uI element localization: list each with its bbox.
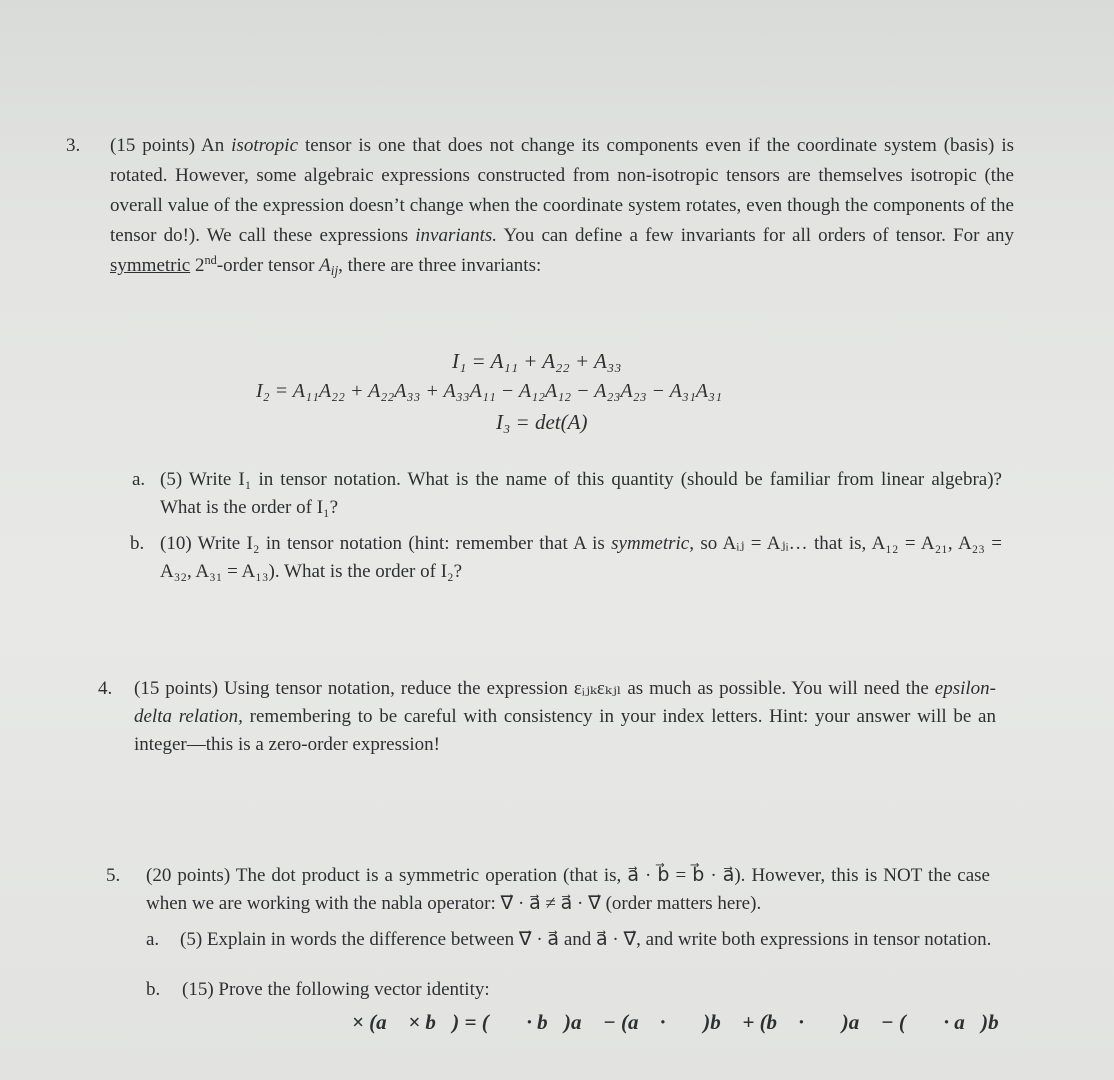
problem-3-text: (15 points) An isotropic tensor is one that does not change its components even if the coordinate system (basis) is rotated. However, some algebraic expressions constructed from non-isotropic tensors are themselves isotropic (the overall value of the expression doesn’t change when the coordinate system rotates, even though the components of the tensor do!). We call these expressions invariants. You can define a few invariants for all orders of tensor. For any symmetric 2nd-order tensor $A_{ij}$, there are three invariants: <box>110 135 1014 278</box>
problem-5-number: 5. <box>106 865 121 886</box>
isotropic-term: isotropic <box>231 135 299 156</box>
epsilon-delta-term: epsilon-delta relation, <box>134 678 996 727</box>
symmetric-term: symmetric <box>110 255 191 276</box>
equation-i1: I₁ = A₁₁ + A₂₂ + A₃₃ <box>452 349 622 373</box>
problem-3-number: 3. <box>66 135 81 156</box>
vector-identity: ∇⃗ × (a⃗ × b⃗) = (∇⃗ · b⃗)a⃗ − (a⃗ · ∇⃗)b⃗ + (b⃗ · ∇⃗)a⃗ − (∇⃗ · a⃗)b⃗ <box>314 1010 1015 1034</box>
equation-i3: I₃ = det(A) <box>496 410 588 434</box>
problem-4-number: 4. <box>98 678 113 699</box>
invariants-term: invariants. <box>415 225 498 246</box>
equation-i2: I₂ = A₁₁A₂₂ + A₂₂A₃₃ + A₃₃A₁₁ − A₁₂A₁₂ − A₂₃A₂₃ − A₃₁A₃₁ <box>256 380 722 402</box>
worksheet-page: 3. (15 points) An isotropic tensor is one that does not change its components even if the coordinate system (basis) is rotated. However, some algebraic expressions constructed from non-isotropic tensors are themselves isotropic (the overall value of the expression doesn’t change when the coordinate system rotates, even though the components of the tensor do!). We call these expressions invariants. You can define a few invariants for all orders of tensor. For any symmetric 2nd-order tensor $A_{ij}$, there are three invariants: I₁ = A₁₁ + A₂₂ + A₃₃ I₂ = A₁₁A₂₂ + A₂₂A₃₃ + A₃₃A₁₁ − A₁₂A₁₂ − A₂₃A₂₃ − A₃₁A₃₁ I₃ = det(A) a. (5) Write I₁ in tensor notation. What is the name of this quantity (should be familiar from linear algebra)? What is the order of I₁? b. (10) Write I₂ in tensor notation (hint: remember that A is symmetric, so Aᵢⱼ = Aⱼᵢ… that is, A₁₂ = A₂₁, A₂₃ = A₃₂, A₃₁ = A₁₃). What is the order of I₂? 4. (15 points) Using tensor notation, reduce the expression εᵢⱼₖεₖⱼₗ as much as possible. You will need the epsilon-delta relation, remembering to be careful with consistency in your index letters. Hint: your answer will be an integer—this is a zero-order expression! 5. (20 points) The dot product is a symmetric operation (that is, a⃗ · b⃗ = b⃗ · a⃗). However, this is NOT the case when we are working with the nabla operator: ∇⃗ · a⃗ ≠ a⃗ · ∇⃗ (order matters here). a. (5) Explain in words the difference between ∇⃗ · a⃗ and a⃗ · ∇⃗, and write both expressions in tensor notation. b. (15) Prove the following vector identity: ∇⃗ × (a⃗ × b⃗) = (∇⃗ · b⃗)a⃗ − (a⃗ · ∇⃗)b⃗ + (b⃗ · ∇⃗)a⃗ − (∇⃗ · a⃗)b⃗ <box>0 0 1114 1080</box>
